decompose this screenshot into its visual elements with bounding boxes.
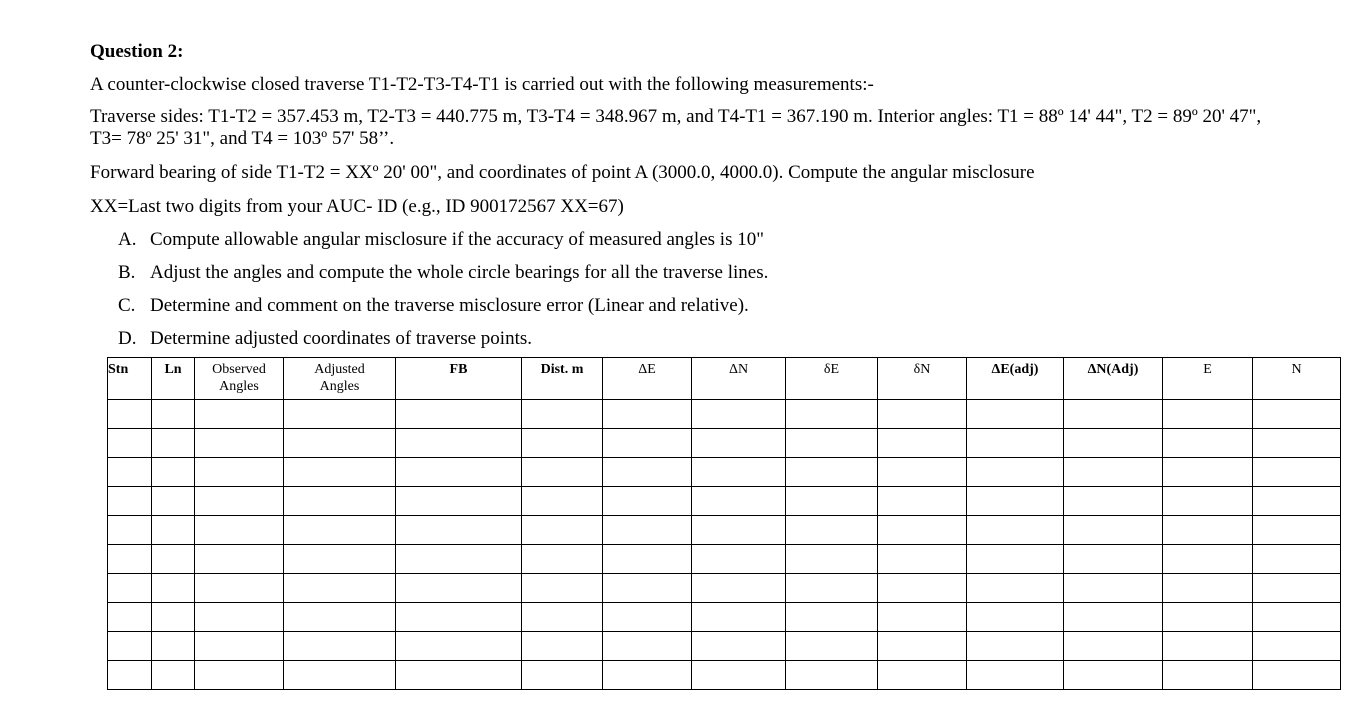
table-cell xyxy=(396,661,522,690)
table-cell xyxy=(522,574,603,603)
table-cell xyxy=(786,516,878,545)
table-row xyxy=(108,661,1341,690)
task-item-a xyxy=(118,229,764,251)
table-cell xyxy=(692,516,786,545)
table-cell xyxy=(284,400,396,429)
table-cell xyxy=(786,574,878,603)
header-small-delta-e: δE xyxy=(786,358,878,400)
table-cell xyxy=(1064,632,1163,661)
table-cell xyxy=(1163,661,1253,690)
table-cell xyxy=(1064,487,1163,516)
table-cell xyxy=(967,574,1064,603)
table-cell xyxy=(1064,516,1163,545)
table-cell xyxy=(1253,487,1341,516)
table-cell xyxy=(284,545,396,574)
table-cell xyxy=(284,574,396,603)
table-cell xyxy=(108,516,152,545)
table-header-row xyxy=(108,358,1341,400)
header-delta-e-adj: ΔE(adj) xyxy=(967,358,1064,400)
table-cell xyxy=(967,487,1064,516)
table-cell xyxy=(1163,545,1253,574)
table-cell xyxy=(878,545,967,574)
task-item-d xyxy=(118,328,532,350)
table-cell xyxy=(152,400,195,429)
table-cell xyxy=(967,632,1064,661)
header-stn: Stn xyxy=(108,358,152,400)
table-cell xyxy=(284,429,396,458)
table-cell xyxy=(1064,603,1163,632)
table-cell xyxy=(108,632,152,661)
table-cell xyxy=(284,661,396,690)
table-cell xyxy=(786,458,878,487)
table-cell xyxy=(108,603,152,632)
table-body xyxy=(108,400,1341,690)
table-cell xyxy=(786,545,878,574)
table-cell xyxy=(1253,458,1341,487)
table-cell xyxy=(603,429,692,458)
table-cell xyxy=(152,458,195,487)
table-cell xyxy=(108,545,152,574)
header-adjusted-angles xyxy=(284,358,396,400)
table-row xyxy=(108,429,1341,458)
table-cell xyxy=(108,400,152,429)
table-cell xyxy=(195,545,284,574)
table-cell xyxy=(967,516,1064,545)
table-cell xyxy=(603,487,692,516)
table-cell xyxy=(396,603,522,632)
table-cell xyxy=(195,574,284,603)
table-cell xyxy=(522,458,603,487)
table-cell xyxy=(1163,487,1253,516)
table-cell xyxy=(967,400,1064,429)
header-e: E xyxy=(1163,358,1253,400)
task-text-a: Compute allowable angular misclosure if the accuracy of measured angles is 10" xyxy=(150,229,764,250)
table-cell xyxy=(603,545,692,574)
header-adjusted-line1: Adjusted xyxy=(314,362,365,377)
table-cell xyxy=(878,458,967,487)
table-cell xyxy=(967,603,1064,632)
table-cell xyxy=(1253,516,1341,545)
table-cell xyxy=(692,400,786,429)
table-cell xyxy=(692,458,786,487)
table-row xyxy=(108,400,1341,429)
task-text-d: Determine adjusted coordinates of traverse points. xyxy=(150,328,532,349)
table-cell xyxy=(284,632,396,661)
table-cell xyxy=(1253,429,1341,458)
table-cell xyxy=(1253,603,1341,632)
table-cell xyxy=(522,632,603,661)
xx-definition: XX=Last two digits from your AUC- ID (e.g., ID 900172567 XX=67) xyxy=(90,196,624,217)
header-small-delta-n: δN xyxy=(878,358,967,400)
task-letter-b: B. xyxy=(118,262,136,283)
question-intro: A counter-clockwise closed traverse T1-T2-T3-T4-T1 is carried out with the following measurements:- xyxy=(90,74,874,95)
table-cell xyxy=(878,400,967,429)
table-cell xyxy=(1064,400,1163,429)
table-cell xyxy=(786,603,878,632)
header-fb: FB xyxy=(396,358,522,400)
table-cell xyxy=(195,516,284,545)
table-cell xyxy=(108,574,152,603)
table-cell xyxy=(1253,545,1341,574)
table-cell xyxy=(603,516,692,545)
table-cell xyxy=(786,487,878,516)
table-cell xyxy=(1064,661,1163,690)
table-row xyxy=(108,458,1341,487)
table-cell xyxy=(878,487,967,516)
task-letter-c: C. xyxy=(118,295,136,316)
table-cell xyxy=(786,400,878,429)
table-cell xyxy=(108,487,152,516)
table-cell xyxy=(522,487,603,516)
table-cell xyxy=(1163,429,1253,458)
table-cell xyxy=(396,400,522,429)
table-cell xyxy=(284,516,396,545)
task-text-c: Determine and comment on the traverse misclosure error (Linear and relative). xyxy=(150,295,749,316)
table-cell xyxy=(967,661,1064,690)
table-row xyxy=(108,574,1341,603)
table-cell xyxy=(1064,574,1163,603)
question-title: Question 2: xyxy=(90,41,184,62)
table-cell xyxy=(152,632,195,661)
table-cell xyxy=(878,661,967,690)
task-text-b: Adjust the angles and compute the whole circle bearings for all the traverse lines. xyxy=(150,262,769,283)
table-cell xyxy=(1064,458,1163,487)
table-cell xyxy=(396,458,522,487)
table-cell xyxy=(396,545,522,574)
table-cell xyxy=(195,429,284,458)
table-cell xyxy=(603,632,692,661)
header-n: N xyxy=(1253,358,1341,400)
task-item-c xyxy=(118,295,749,317)
table-cell xyxy=(152,603,195,632)
table-cell xyxy=(603,574,692,603)
table-cell xyxy=(786,661,878,690)
table-cell xyxy=(195,487,284,516)
table-cell xyxy=(396,487,522,516)
table-cell xyxy=(692,661,786,690)
table-cell xyxy=(1253,632,1341,661)
table-row xyxy=(108,632,1341,661)
table-cell xyxy=(878,632,967,661)
table-cell xyxy=(195,632,284,661)
table-cell xyxy=(108,458,152,487)
table-cell xyxy=(692,632,786,661)
table-cell xyxy=(108,429,152,458)
table-cell xyxy=(1163,516,1253,545)
table-row xyxy=(108,603,1341,632)
table-cell xyxy=(152,516,195,545)
task-letter-a: A. xyxy=(118,229,137,250)
traverse-sides-line-2: T3= 78º 25' 31", and T4 = 103º 57' 58’’. xyxy=(90,128,395,149)
table-cell xyxy=(195,458,284,487)
table-cell xyxy=(396,429,522,458)
table-cell xyxy=(396,632,522,661)
header-dist: Dist. m xyxy=(522,358,603,400)
table-cell xyxy=(522,516,603,545)
table-cell xyxy=(1163,603,1253,632)
header-delta-n-adj: ΔN(Adj) xyxy=(1064,358,1163,400)
table-cell xyxy=(692,487,786,516)
table-cell xyxy=(1163,574,1253,603)
table-cell xyxy=(152,661,195,690)
task-item-b xyxy=(118,262,768,284)
table-cell xyxy=(603,661,692,690)
header-delta-e: ΔE xyxy=(603,358,692,400)
table-cell xyxy=(522,545,603,574)
traverse-sides-line-1: Traverse sides: T1-T2 = 357.453 m, T2-T3 = 440.775 m, T3-T4 = 348.967 m, and T4-T1 = 367.190 m. Interior angles: T1 = 88º 14' 44", T2 = 89º 20' 47", xyxy=(90,106,1262,127)
table-cell xyxy=(284,603,396,632)
table-cell xyxy=(878,429,967,458)
table-cell xyxy=(1253,574,1341,603)
header-adjusted-line2: Angles xyxy=(319,379,360,394)
table-cell xyxy=(152,545,195,574)
table-cell xyxy=(603,603,692,632)
table-cell xyxy=(1163,458,1253,487)
table-cell xyxy=(1163,632,1253,661)
table-cell xyxy=(195,603,284,632)
table-cell xyxy=(1253,661,1341,690)
table-cell xyxy=(1064,545,1163,574)
table-cell xyxy=(878,603,967,632)
table-cell xyxy=(284,458,396,487)
table-cell xyxy=(603,400,692,429)
traverse-table xyxy=(107,357,1341,690)
task-letter-d: D. xyxy=(118,328,137,349)
table-cell xyxy=(878,516,967,545)
table-cell xyxy=(603,458,692,487)
table-cell xyxy=(878,574,967,603)
table-cell xyxy=(522,661,603,690)
table-cell xyxy=(786,632,878,661)
table-cell xyxy=(195,661,284,690)
forward-bearing-statement: Forward bearing of side T1-T2 = XXº 20' 00", and coordinates of point A (3000.0, 4000.0). Compute the angular misclosure xyxy=(90,162,1035,183)
table-cell xyxy=(786,429,878,458)
table-cell xyxy=(152,487,195,516)
table-cell xyxy=(108,661,152,690)
table-row xyxy=(108,545,1341,574)
table-cell xyxy=(396,516,522,545)
table-cell xyxy=(522,400,603,429)
table-cell xyxy=(967,429,1064,458)
table-cell xyxy=(1163,400,1253,429)
table-cell xyxy=(1253,400,1341,429)
table-cell xyxy=(396,574,522,603)
table-row xyxy=(108,487,1341,516)
table-cell xyxy=(967,545,1064,574)
header-delta-n: ΔN xyxy=(692,358,786,400)
table-cell xyxy=(152,429,195,458)
table-cell xyxy=(284,487,396,516)
table-cell xyxy=(1064,429,1163,458)
table-row xyxy=(108,516,1341,545)
table-cell xyxy=(967,458,1064,487)
table-cell xyxy=(692,429,786,458)
table-cell xyxy=(522,429,603,458)
table-cell xyxy=(692,603,786,632)
table-cell xyxy=(152,574,195,603)
header-observed-line2: Angles xyxy=(219,379,259,394)
table-cell xyxy=(692,545,786,574)
table-cell xyxy=(522,603,603,632)
header-ln: Ln xyxy=(152,358,195,400)
table-cell xyxy=(195,400,284,429)
table-cell xyxy=(692,574,786,603)
header-observed-line1: Observed xyxy=(212,362,266,377)
header-observed-angles xyxy=(195,358,284,400)
